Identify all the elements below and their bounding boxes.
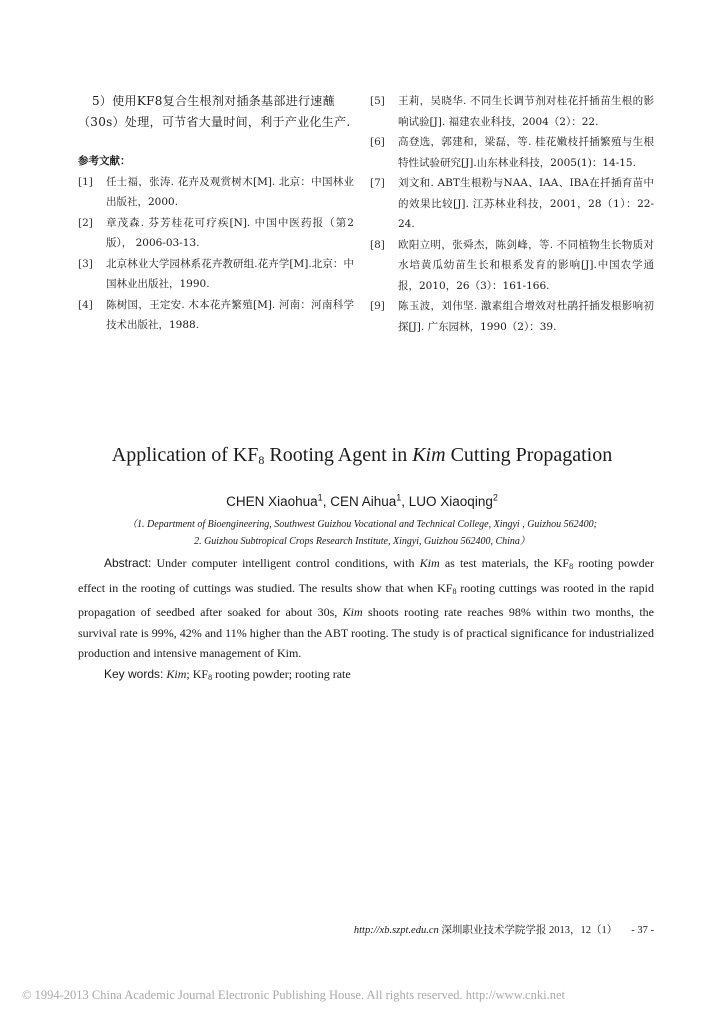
reference-item (370, 91, 654, 132)
keywords-label: Key words: (104, 666, 164, 681)
author: CEN Aihua$^1$, (330, 492, 409, 509)
author: CHEN Xiaohua$^1$, (226, 492, 331, 509)
reference-number: [9] (370, 300, 385, 312)
reference-text: 陈树国，王定安. 木本花卉繁殖[M]. 河南：河南科学技术出版社，1988. (106, 298, 354, 331)
reference-number: [8] (370, 238, 385, 251)
reference-number: [2] (78, 216, 93, 229)
reference-text: 王莉，吴晓华. 不同生长调节剂对桂花扦插苗生根的影响试验[J]. 福建农业科技，2004（2）：22. (398, 95, 654, 128)
page-footer (354, 922, 654, 937)
reference-number: [5] (370, 95, 385, 107)
journal-url: http://xb.szpt.edu.cn (353, 925, 439, 936)
reference-item (370, 132, 654, 173)
author: LUO Xiaoqing$^2$ (408, 492, 498, 509)
page-number: - 37 - (631, 925, 654, 936)
reference-text: 陈玉波，刘伟坚. 激素组合增效对杜鹃扦插发根影响初探[J]. 广东园林，1990（2）：39. (398, 300, 654, 333)
reference-number: [6] (370, 136, 385, 148)
references-heading: 参考文献： (78, 155, 131, 167)
authors (0, 492, 724, 509)
title-text: Rooting Agent in (264, 444, 413, 466)
abstract-label: Abstract: (104, 556, 152, 570)
reference-item (78, 172, 354, 213)
reference-item (370, 235, 654, 297)
reference-item (370, 296, 654, 337)
title-text: Cutting Propagation (445, 444, 613, 466)
reference-number: [1] (78, 175, 93, 188)
journal-info: 深圳职业技术学院学报 2013，12（1） (438, 925, 618, 936)
body-paragraph: 5）使用KF8复合生根剂对插条基部进行速蘸（30s）处理，可节省大量时间，利于产业化生产. (78, 94, 351, 129)
right-column (370, 91, 654, 337)
abstract (78, 553, 654, 688)
reference-number: [3] (78, 257, 93, 270)
english-title (0, 444, 724, 468)
affiliation: （1. Department of Bioengineering, Southwest Guizhou Vocational and Technical College, Xingyi , Guizhou 562400; (127, 519, 597, 530)
reference-item (370, 173, 654, 235)
title-italic: Kim (412, 444, 446, 466)
reference-item (78, 213, 354, 254)
copyright-notice: © 1994-2013 China Academic Journal Electronic Publishing House. All rights reserved. http://www.cnki.net (22, 988, 565, 1002)
affiliation: 2. Guizhou Subtropical Crops Research Institute, Xingyi, Guizhou 562400, China） (194, 536, 530, 547)
reference-text: 任士福，张涛. 花卉及观赏树木[M]. 北京：中国林业出版社，2000. (106, 175, 354, 208)
reference-item (78, 254, 354, 295)
reference-text: 刘文和. ABT生根粉与NAA、IAA、IBA在扦插育苗中的效果比较[J]. 江苏林业科技，2001，28（1）：22-24. (398, 177, 654, 230)
title-text: Application of KF (111, 444, 259, 466)
reference-text: 章茂森. 芬芳桂花可疗疾[N]. 中国中医药报（第2版）， 2006-03-13. (106, 216, 354, 249)
left-column (78, 91, 354, 336)
reference-list (78, 172, 354, 336)
reference-number: [7] (370, 177, 385, 189)
abstract-paragraph: Abstract: Under computer intelligent control conditions, with Kim as test materials, the $KF_8$ rooting powder effect in the rooting of cuttings was studied. The results show that when $KF_8$ rooting cuttings was rooted in the rapid propagation of seedbed after soaked for about 30s, Kim shoots rooting rate reaches 98% within two months, the survival rate is 99%, 42% and 11% higher than the ABT rooting. The study is of practical significance for industrialized production and intensive management of Kim. (78, 556, 655, 660)
title-subscript: 8 (258, 453, 265, 467)
reference-text: 北京林业大学园林系花卉教研组.花卉学[M].北京：中国林业出版社，1990. (106, 257, 354, 290)
reference-list (370, 91, 654, 337)
reference-item (78, 295, 354, 336)
keywords: Key words: Kim; $KF_8$ rooting powder; rooting rate (104, 666, 351, 682)
reference-text: 欧阳立明，张舜杰，陈剑峰，等. 不同植物生长物质对水培黄瓜幼苗生长和根系发育的影响[J].中国农学通报，2010，26（3）：161-166. (398, 238, 654, 292)
reference-number: [4] (78, 298, 93, 311)
reference-text: 高登选，郭建和，梁磊，等. 桂花嫩枝扦插繁殖与生根特性试验研究[J].山东林业科技，2005(1)：14-15. (398, 136, 654, 169)
